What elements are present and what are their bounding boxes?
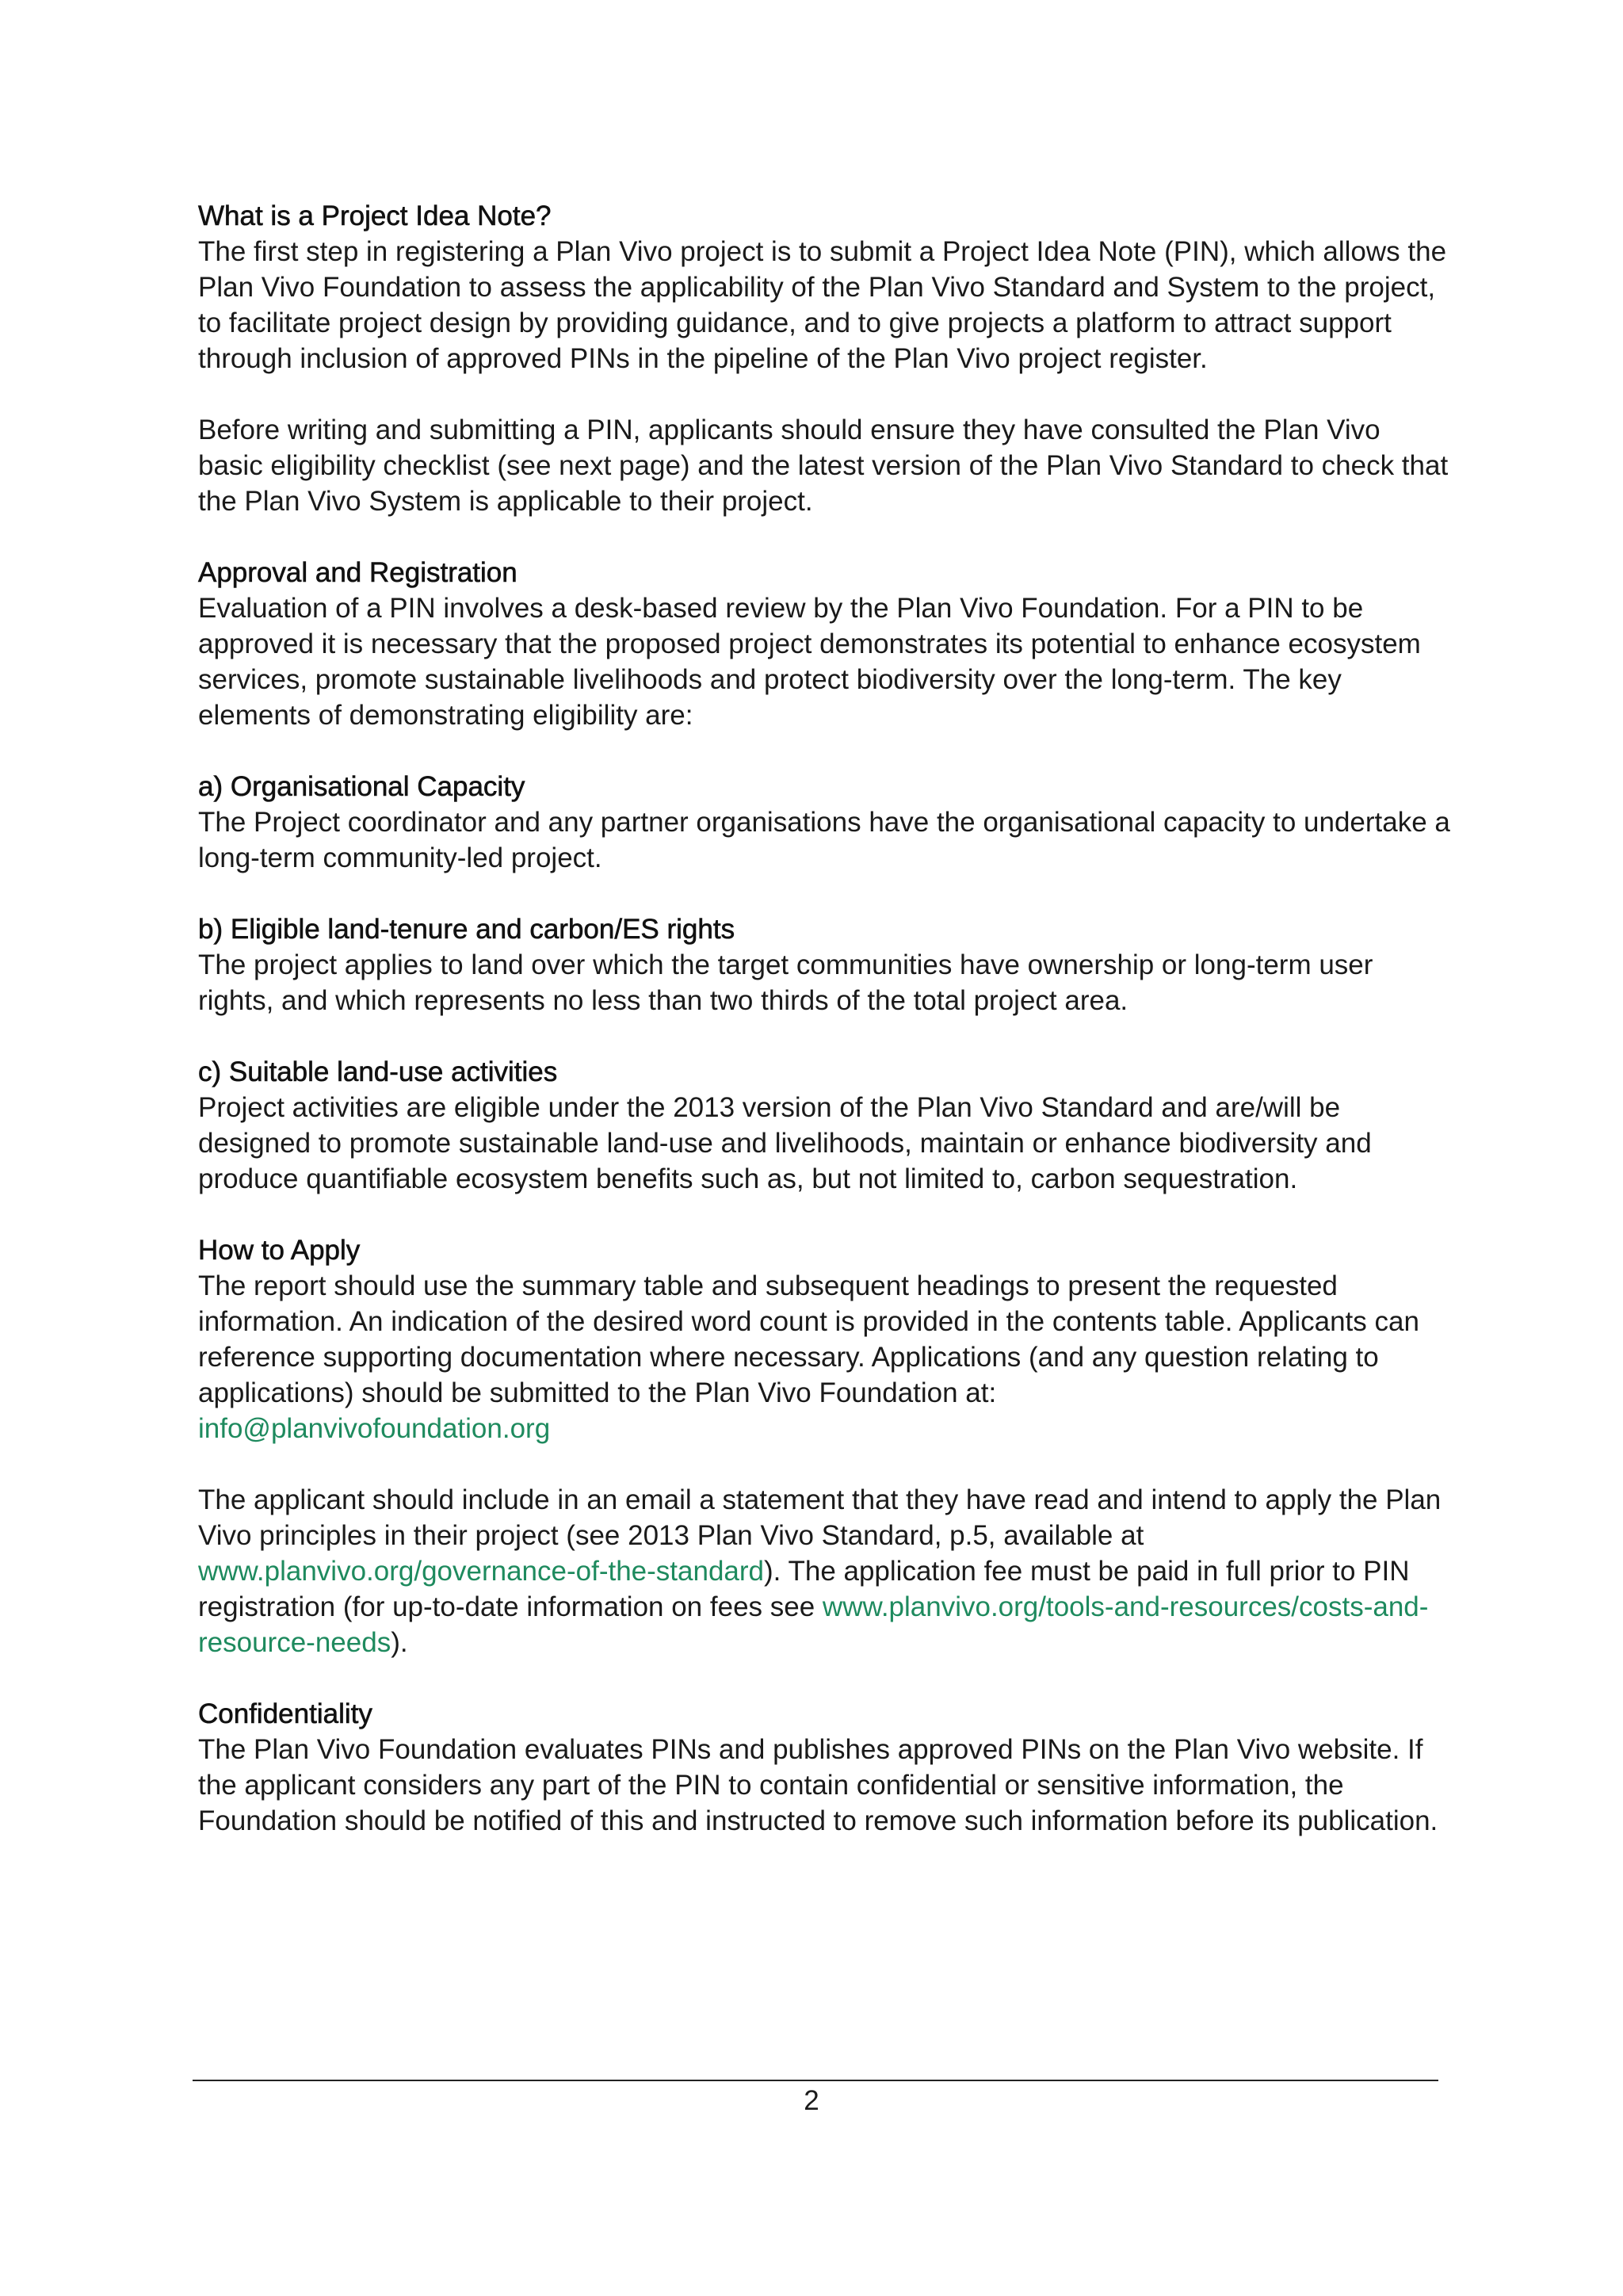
section-heading: Confidentiality xyxy=(198,1698,372,1729)
paragraph: Evaluation of a PIN involves a desk-based review by the Plan Vivo Foundation. For a PIN to be approved it is necessary that the proposed project demonstrates its potential to enhance ecosystem services, promote sustainable livelihoods and protect biodiversity over the long-term. The key elements of demonstrating eligibility are: xyxy=(198,593,1421,731)
document-page xyxy=(198,198,1450,1874)
section-how-to-apply xyxy=(198,1232,1450,1660)
section-organisational-capacity xyxy=(198,769,1450,876)
section-heading: b) Eligible land-tenure and carbon/ES rights xyxy=(198,914,735,945)
footer-divider xyxy=(193,2080,1438,2081)
paragraph: The Plan Vivo Foundation evaluates PINs and publishes approved PINs on the Plan Vivo website. If the applicant considers any part of the PIN to contain confidential or sensitive information, the Foundation should be notified of this and instructed to remove such information before its publication. xyxy=(198,1734,1438,1836)
section-heading: Approval and Registration xyxy=(198,557,517,588)
section-heading: a) Organisational Capacity xyxy=(198,771,525,802)
section-project-idea-note xyxy=(198,198,1450,519)
paragraph xyxy=(198,1268,1450,1446)
paragraph: The project applies to land over which the target communities have ownership or long-term user rights, and which represents no less than two thirds of the total project area. xyxy=(198,949,1373,1016)
section-land-use-activities xyxy=(198,1054,1450,1197)
paragraph-text: The applicant should include in an email a statement that they have read and intend to apply the Plan Vivo principles in their project (see 2013 Plan Vivo Standard, p.5, available at xyxy=(198,1484,1442,1551)
paragraph: Project activities are eligible under the 2013 version of the Plan Vivo Standard and are/will be designed to promote sustainable land-use and livelihoods, maintain or enhance biodiversity and produce quantifiable ecosystem benefits such as, but not limited to, carbon sequestration. xyxy=(198,1092,1372,1194)
section-heading: How to Apply xyxy=(198,1235,361,1266)
email-link[interactable]: info@planvivofoundation.org xyxy=(198,1413,551,1444)
section-confidentiality xyxy=(198,1696,1450,1839)
section-approval-registration xyxy=(198,555,1450,733)
paragraph-text: ). xyxy=(391,1627,408,1658)
paragraph: Before writing and submitting a PIN, applicants should ensure they have consulted the Plan Vivo basic eligibility checklist (see next page) and the latest version of the Plan Vivo Standard to check that the Plan Vivo System is applicable to their project. xyxy=(198,415,1449,517)
section-heading: c) Suitable land-use activities xyxy=(198,1056,558,1087)
paragraph: The Project coordinator and any partner organisations have the organisational capacity to undertake a long-term community-led project. xyxy=(198,807,1450,873)
section-land-tenure xyxy=(198,911,1450,1018)
section-heading: What is a Project Idea Note? xyxy=(198,201,552,231)
paragraph-text: ). The application fee must be paid in full prior to PIN registration (for up-to-date information on fees see xyxy=(198,1556,1410,1622)
paragraph xyxy=(198,1482,1450,1660)
costs-link[interactable]: www.planvivo.org/tools-and-resources/costs-and-resource-needs xyxy=(198,1591,1429,1658)
page-number: 2 xyxy=(804,2085,819,2116)
paragraph: The first step in registering a Plan Vivo project is to submit a Project Idea Note (PIN), which allows the Plan Vivo Foundation to assess the applicability of the Plan Vivo Standard and System to the project, to facilitate project design by providing guidance, and to give projects a platform to attract support through inclusion of approved PINs in the pipeline of the Plan Vivo project register. xyxy=(198,236,1447,374)
governance-link[interactable]: www.planvivo.org/governance-of-the-standard xyxy=(198,1556,764,1587)
paragraph-text: The report should use the summary table and subsequent headings to present the requested information. An indication of the desired word count is provided in the contents table. Applicants can reference supporting documentation where necessary. Applications (and any question relating to applications) should be submitted to the Plan Vivo Foundation at: xyxy=(198,1270,1419,1408)
